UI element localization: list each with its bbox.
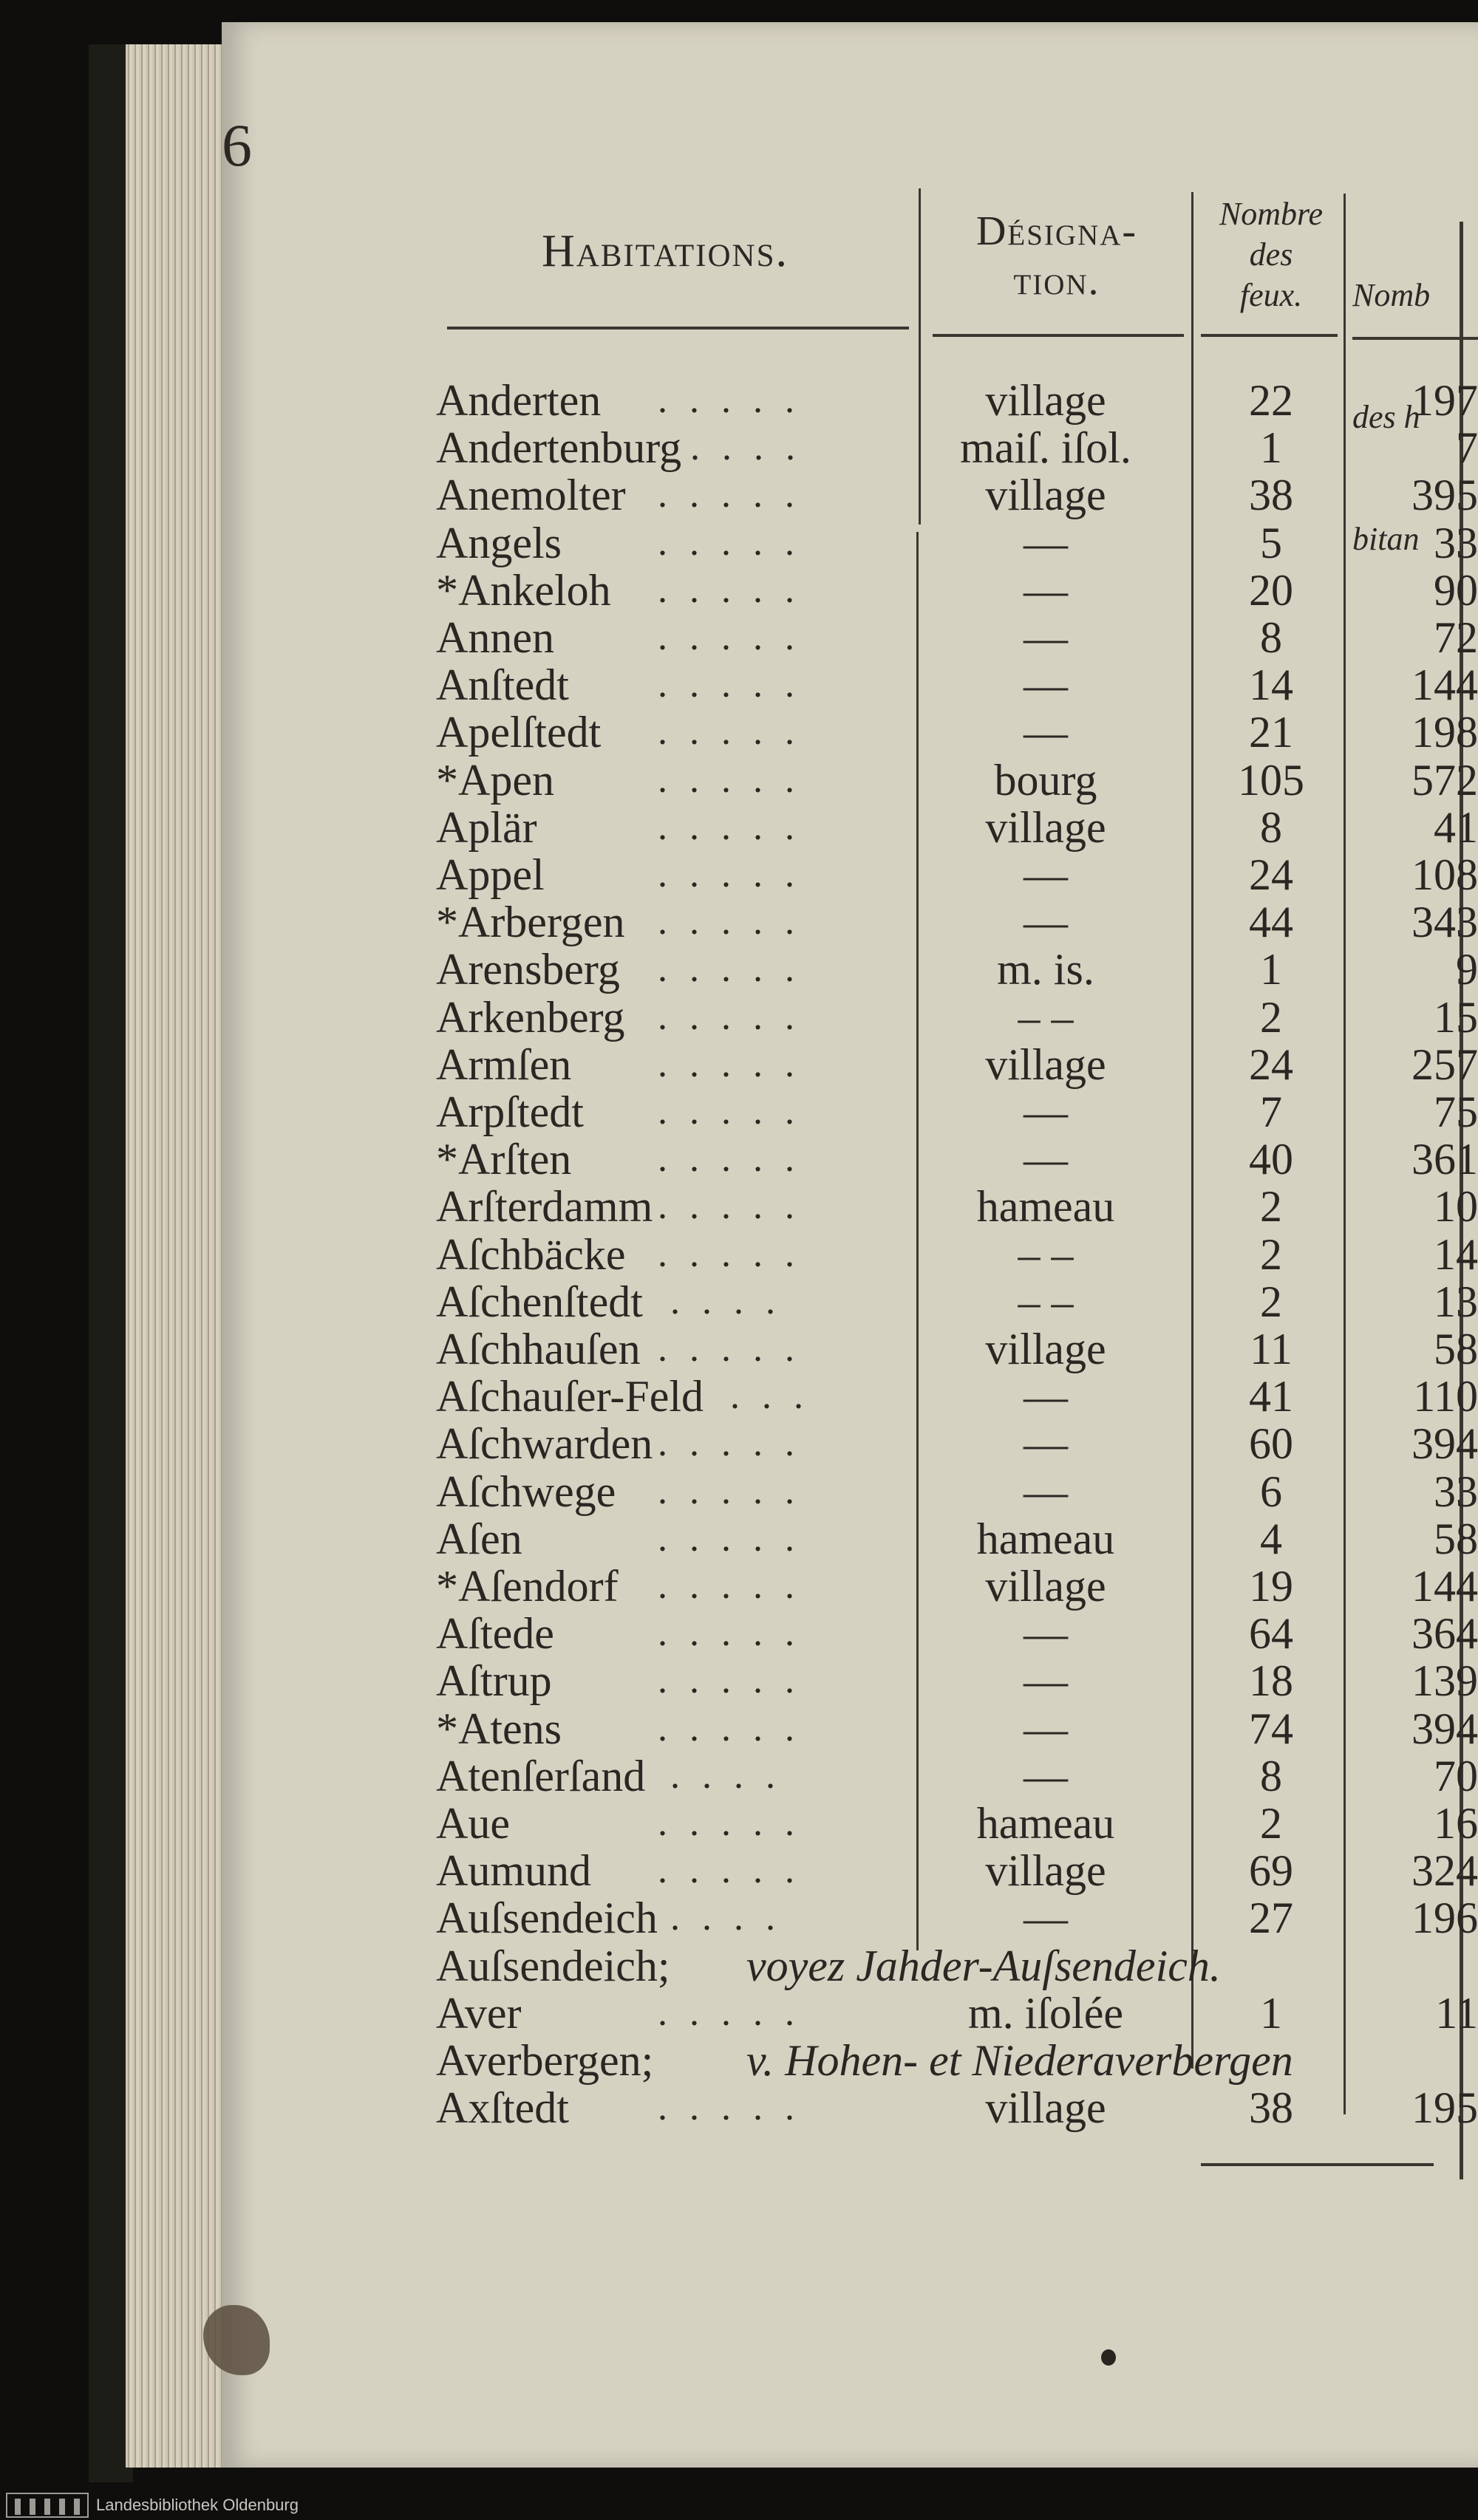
- designation: village: [985, 1562, 1106, 1611]
- leader-dots: .....: [658, 1659, 817, 1701]
- feux-count: 40: [1249, 1135, 1293, 1184]
- table-row: [0, 471, 1478, 519]
- leader-dots: .....: [658, 616, 817, 658]
- designation: hameau: [976, 1799, 1115, 1848]
- table-row: [0, 1942, 1478, 1990]
- bottom-rule: [1201, 2163, 1434, 2166]
- leader-dots: .....: [658, 1138, 817, 1180]
- leader-dots: .....: [658, 1043, 817, 1085]
- designation: —: [1024, 1894, 1068, 1942]
- habitants-count: 361: [1411, 1136, 1478, 1183]
- feux-count: 2: [1260, 1230, 1282, 1279]
- leader-dots: .....: [658, 759, 817, 801]
- designation: —: [1024, 1752, 1068, 1800]
- designation: village: [985, 1325, 1106, 1373]
- place-name: Appel: [436, 850, 545, 899]
- ink-blot: [1101, 2349, 1116, 2366]
- place-name: *Aſendorf: [436, 1562, 619, 1611]
- designation: —: [1024, 566, 1068, 615]
- habitants-count: 394: [1411, 1420, 1478, 1467]
- habitants-count: 108: [1411, 851, 1478, 898]
- place-name: *Arſten: [436, 1135, 572, 1184]
- table-row: [0, 1515, 1478, 1563]
- cross-reference: v. Hohen- et Niederaverbergen: [746, 2036, 1293, 2085]
- designation: —: [1024, 1609, 1068, 1658]
- designation: —: [1024, 613, 1068, 662]
- place-name: Angels: [436, 519, 562, 567]
- feux-count: 74: [1249, 1704, 1293, 1753]
- header-habitants-line1: Nomb: [1352, 277, 1431, 313]
- table-row: [0, 1420, 1478, 1467]
- designation: village: [985, 2083, 1106, 2132]
- table-row: [0, 1231, 1478, 1278]
- leader-dots: .....: [658, 1612, 817, 1654]
- table-row: [0, 946, 1478, 993]
- feux-count: 27: [1249, 1894, 1293, 1942]
- leader-dots: .....: [658, 1185, 817, 1227]
- habitants-count: 343: [1411, 898, 1478, 946]
- leader-dots: .....: [658, 948, 817, 990]
- feux-count: 14: [1249, 660, 1293, 709]
- designation: —: [1024, 1087, 1068, 1136]
- place-name: Aſchbäcke: [436, 1230, 626, 1279]
- header-designation-line1: Désigna-: [975, 208, 1138, 254]
- feux-count: 8: [1260, 803, 1282, 852]
- designation: —: [1024, 850, 1068, 899]
- table-row: [0, 1705, 1478, 1752]
- place-name: Anemolter: [436, 471, 626, 519]
- feux-count: 6: [1260, 1467, 1282, 1516]
- place-name: Arensberg: [436, 945, 620, 994]
- feux-count: 5: [1260, 519, 1282, 567]
- habitants-count: 139: [1411, 1657, 1478, 1704]
- table-row: [0, 1088, 1478, 1136]
- designation: —: [1024, 1372, 1068, 1421]
- place-name: Aſchauſer-Feld: [436, 1372, 704, 1421]
- place-name: Annen: [436, 613, 554, 662]
- header-feux: [1197, 194, 1345, 315]
- designation: bourg: [994, 756, 1097, 805]
- leader-dots: .....: [658, 806, 817, 848]
- header-feux-line3: feux.: [1239, 277, 1303, 313]
- leader-dots: .....: [658, 379, 817, 421]
- feux-count: 24: [1249, 850, 1293, 899]
- leader-dots: .....: [658, 522, 817, 564]
- feux-count: 38: [1249, 2083, 1293, 2132]
- feux-count: 22: [1249, 376, 1293, 425]
- leader-dots: .....: [658, 1090, 817, 1133]
- table-row: [0, 898, 1478, 946]
- place-name: Aſchwarden: [436, 1419, 653, 1468]
- leader-dots: .....: [658, 1802, 817, 1844]
- place-name: *Arbergen: [436, 898, 625, 946]
- leader-dots: .....: [658, 1707, 817, 1749]
- place-name: Atenſerſand: [436, 1752, 646, 1800]
- leader-dots: ....: [670, 1896, 797, 1939]
- designation: —: [1024, 660, 1068, 709]
- designation: m. is.: [997, 945, 1094, 994]
- table-row: [0, 1373, 1478, 1420]
- header-habitants-line3: bitan: [1352, 521, 1420, 557]
- leader-dots: .....: [658, 1849, 817, 1891]
- table-row: [0, 2084, 1478, 2131]
- leader-dots: ....: [670, 1280, 797, 1322]
- feux-count: 1: [1260, 423, 1282, 472]
- place-name: Anſtedt: [436, 660, 569, 709]
- place-name: Aſchhauſen: [436, 1325, 641, 1373]
- place-name: Arſterdamm: [436, 1182, 653, 1231]
- place-name: *Ankeloh: [436, 566, 611, 615]
- table-row: [0, 1894, 1478, 1942]
- leader-dots: .....: [658, 1992, 817, 2034]
- designation: – –: [1018, 1277, 1074, 1326]
- table-row: [0, 614, 1478, 661]
- habitants-count: 16: [1434, 1800, 1478, 1847]
- table-row: [0, 1610, 1478, 1657]
- designation: village: [985, 471, 1106, 519]
- table-row: [0, 377, 1478, 424]
- habitants-count: 33: [1434, 1468, 1478, 1515]
- footer-library-name: Landesbibliothek Oldenburg: [96, 2496, 299, 2514]
- designation: —: [1024, 1656, 1068, 1705]
- feux-count: 60: [1249, 1419, 1293, 1468]
- place-name: Averbergen;: [436, 2036, 654, 2085]
- designation: – –: [1018, 1230, 1074, 1279]
- header-rule-feux: [1201, 334, 1338, 337]
- place-name: *Atens: [436, 1704, 562, 1753]
- designation: —: [1024, 1135, 1068, 1184]
- designation: maiſ. iſol.: [960, 423, 1131, 472]
- designation: —: [1024, 708, 1068, 757]
- feux-count: 2: [1260, 1182, 1282, 1231]
- habitants-count: 197: [1411, 377, 1478, 424]
- feux-count: 64: [1249, 1609, 1293, 1658]
- feux-count: 1: [1260, 1989, 1282, 2038]
- table-row: [0, 1847, 1478, 1894]
- table-row: [0, 757, 1478, 804]
- leader-dots: .....: [658, 996, 817, 1038]
- table-row: [0, 1657, 1478, 1704]
- habitants-count: 394: [1411, 1705, 1478, 1752]
- leader-dots: .....: [658, 853, 817, 895]
- designation: hameau: [976, 1515, 1115, 1563]
- place-name: Auſsendeich;: [436, 1942, 670, 1990]
- feux-count: 44: [1249, 898, 1293, 946]
- place-name: Auſsendeich: [436, 1894, 658, 1942]
- place-name: Aſtede: [436, 1609, 554, 1658]
- place-name: Aſen: [436, 1515, 522, 1563]
- header-feux-line1: Nombre: [1219, 196, 1324, 232]
- habitants-count: 72: [1434, 614, 1478, 661]
- leader-dots: .....: [658, 711, 817, 753]
- habitants-count: 58: [1434, 1515, 1478, 1563]
- habitants-count: 70: [1434, 1752, 1478, 1800]
- habitants-count: 572: [1411, 757, 1478, 804]
- habitants-count: 9: [1456, 946, 1478, 993]
- designation: village: [985, 1040, 1106, 1089]
- habitants-count: 33: [1434, 519, 1478, 567]
- feux-count: 24: [1249, 1040, 1293, 1089]
- table-row: [0, 567, 1478, 614]
- table-row: [0, 1990, 1478, 2037]
- table-row: [0, 804, 1478, 851]
- designation: hameau: [976, 1182, 1115, 1231]
- feux-count: 105: [1238, 756, 1304, 805]
- habitants-count: 144: [1411, 661, 1478, 708]
- leader-dots: .....: [658, 901, 817, 943]
- leader-dots: .....: [658, 474, 817, 516]
- leader-dots: .....: [658, 1422, 817, 1464]
- feux-count: 38: [1249, 471, 1293, 519]
- feux-count: 69: [1249, 1846, 1293, 1895]
- place-name: Armſen: [436, 1040, 572, 1089]
- place-name: Apelſtedt: [436, 708, 602, 757]
- leader-dots: .....: [658, 1565, 817, 1607]
- header-habitations: Habitations.: [541, 226, 789, 276]
- leader-dots: ....: [690, 426, 817, 468]
- designation: village: [985, 376, 1106, 425]
- leader-dots: ...: [730, 1375, 825, 1417]
- library-logo-icon: [6, 2493, 89, 2518]
- place-name: *Apen: [436, 756, 554, 805]
- place-name: Aſtrup: [436, 1656, 552, 1705]
- habitants-count: 90: [1434, 567, 1478, 614]
- designation: —: [1024, 898, 1068, 946]
- leader-dots: .....: [658, 1233, 817, 1275]
- habitants-count: 14: [1434, 1231, 1478, 1278]
- designation: —: [1024, 1419, 1068, 1468]
- habitants-count: 10: [1434, 1183, 1478, 1230]
- table-row: [0, 2037, 1478, 2084]
- leader-dots: .....: [658, 1517, 817, 1560]
- habitants-count: 15: [1434, 994, 1478, 1041]
- feux-count: 8: [1260, 613, 1282, 662]
- habitants-count: 364: [1411, 1610, 1478, 1657]
- leader-dots: .....: [658, 1470, 817, 1512]
- table-row: [0, 708, 1478, 756]
- designation: —: [1024, 1704, 1068, 1753]
- place-name: Aſchwege: [436, 1467, 616, 1516]
- habitants-count: 324: [1411, 1847, 1478, 1894]
- header-feux-line2: des: [1249, 236, 1293, 273]
- cross-reference: voyez Jahder-Auſsendeich.: [746, 1942, 1221, 1990]
- habitants-count: 110: [1413, 1373, 1478, 1420]
- designation: —: [1024, 519, 1068, 567]
- feux-count: 1: [1260, 945, 1282, 994]
- page-number: 6: [222, 112, 252, 179]
- table-row: [0, 1136, 1478, 1183]
- place-name: Arkenberg: [436, 993, 625, 1042]
- table-row: [0, 1041, 1478, 1088]
- place-name: Aumund: [436, 1846, 591, 1895]
- table-row: [0, 1563, 1478, 1610]
- table-row: [0, 424, 1478, 471]
- habitants-count: 144: [1411, 1563, 1478, 1610]
- table-row: [0, 519, 1478, 567]
- feux-count: 11: [1250, 1325, 1293, 1373]
- habitants-count: 395: [1411, 471, 1478, 519]
- habitants-count: 75: [1434, 1088, 1478, 1136]
- designation: village: [985, 803, 1106, 852]
- table-row: [0, 1183, 1478, 1230]
- place-name: Aver: [436, 1989, 522, 2038]
- place-name: Aue: [436, 1799, 510, 1848]
- habitants-count: 7: [1456, 424, 1478, 471]
- habitants-count: 11: [1435, 1990, 1478, 2037]
- table-row: [0, 851, 1478, 898]
- table-row: [0, 1752, 1478, 1800]
- designation: – –: [1018, 993, 1074, 1042]
- habitants-count: 58: [1434, 1325, 1478, 1373]
- habitants-count: 195: [1411, 2084, 1478, 2131]
- table-row: [0, 661, 1478, 708]
- designation: m. iſolée: [968, 1989, 1123, 2038]
- designation: —: [1024, 1467, 1068, 1516]
- leader-dots: .....: [658, 1328, 817, 1370]
- feux-count: 8: [1260, 1752, 1282, 1800]
- habitants-count: 13: [1434, 1278, 1478, 1325]
- feux-count: 2: [1260, 993, 1282, 1042]
- header-rule-habitations: [447, 327, 909, 329]
- header-rule-designation: [933, 334, 1184, 337]
- table-row: [0, 994, 1478, 1041]
- leader-dots: .....: [658, 2086, 817, 2128]
- feux-count: 19: [1249, 1562, 1293, 1611]
- place-name: Anderten: [436, 376, 602, 425]
- habitants-count: 41: [1434, 804, 1478, 851]
- table-row: [0, 1468, 1478, 1515]
- leader-dots: .....: [658, 663, 817, 706]
- place-name: Aplär: [436, 803, 537, 852]
- feux-count: 18: [1249, 1656, 1293, 1705]
- table-row: [0, 1325, 1478, 1373]
- feux-count: 21: [1249, 708, 1293, 757]
- header-designation-line2: tion.: [1013, 258, 1100, 304]
- header-habitants-line2: des h: [1352, 399, 1420, 435]
- feux-count: 4: [1260, 1515, 1282, 1563]
- place-name: Aſchenſtedt: [436, 1277, 643, 1326]
- place-name: Andertenburg: [436, 423, 682, 472]
- leader-dots: ....: [670, 1755, 797, 1797]
- habitants-count: 257: [1411, 1041, 1478, 1088]
- place-name: Axſtedt: [436, 2083, 569, 2132]
- header-designation: [931, 207, 1182, 306]
- feux-count: 2: [1260, 1799, 1282, 1848]
- table-row: [0, 1278, 1478, 1325]
- place-name: Arpſtedt: [436, 1087, 584, 1136]
- feux-count: 41: [1249, 1372, 1293, 1421]
- feux-count: 20: [1249, 566, 1293, 615]
- habitants-count: 198: [1411, 708, 1478, 756]
- habitants-count: 196: [1411, 1894, 1478, 1942]
- leader-dots: .....: [658, 569, 817, 611]
- feux-count: 7: [1260, 1087, 1282, 1136]
- table-row: [0, 1800, 1478, 1847]
- feux-count: 2: [1260, 1277, 1282, 1326]
- designation: village: [985, 1846, 1106, 1895]
